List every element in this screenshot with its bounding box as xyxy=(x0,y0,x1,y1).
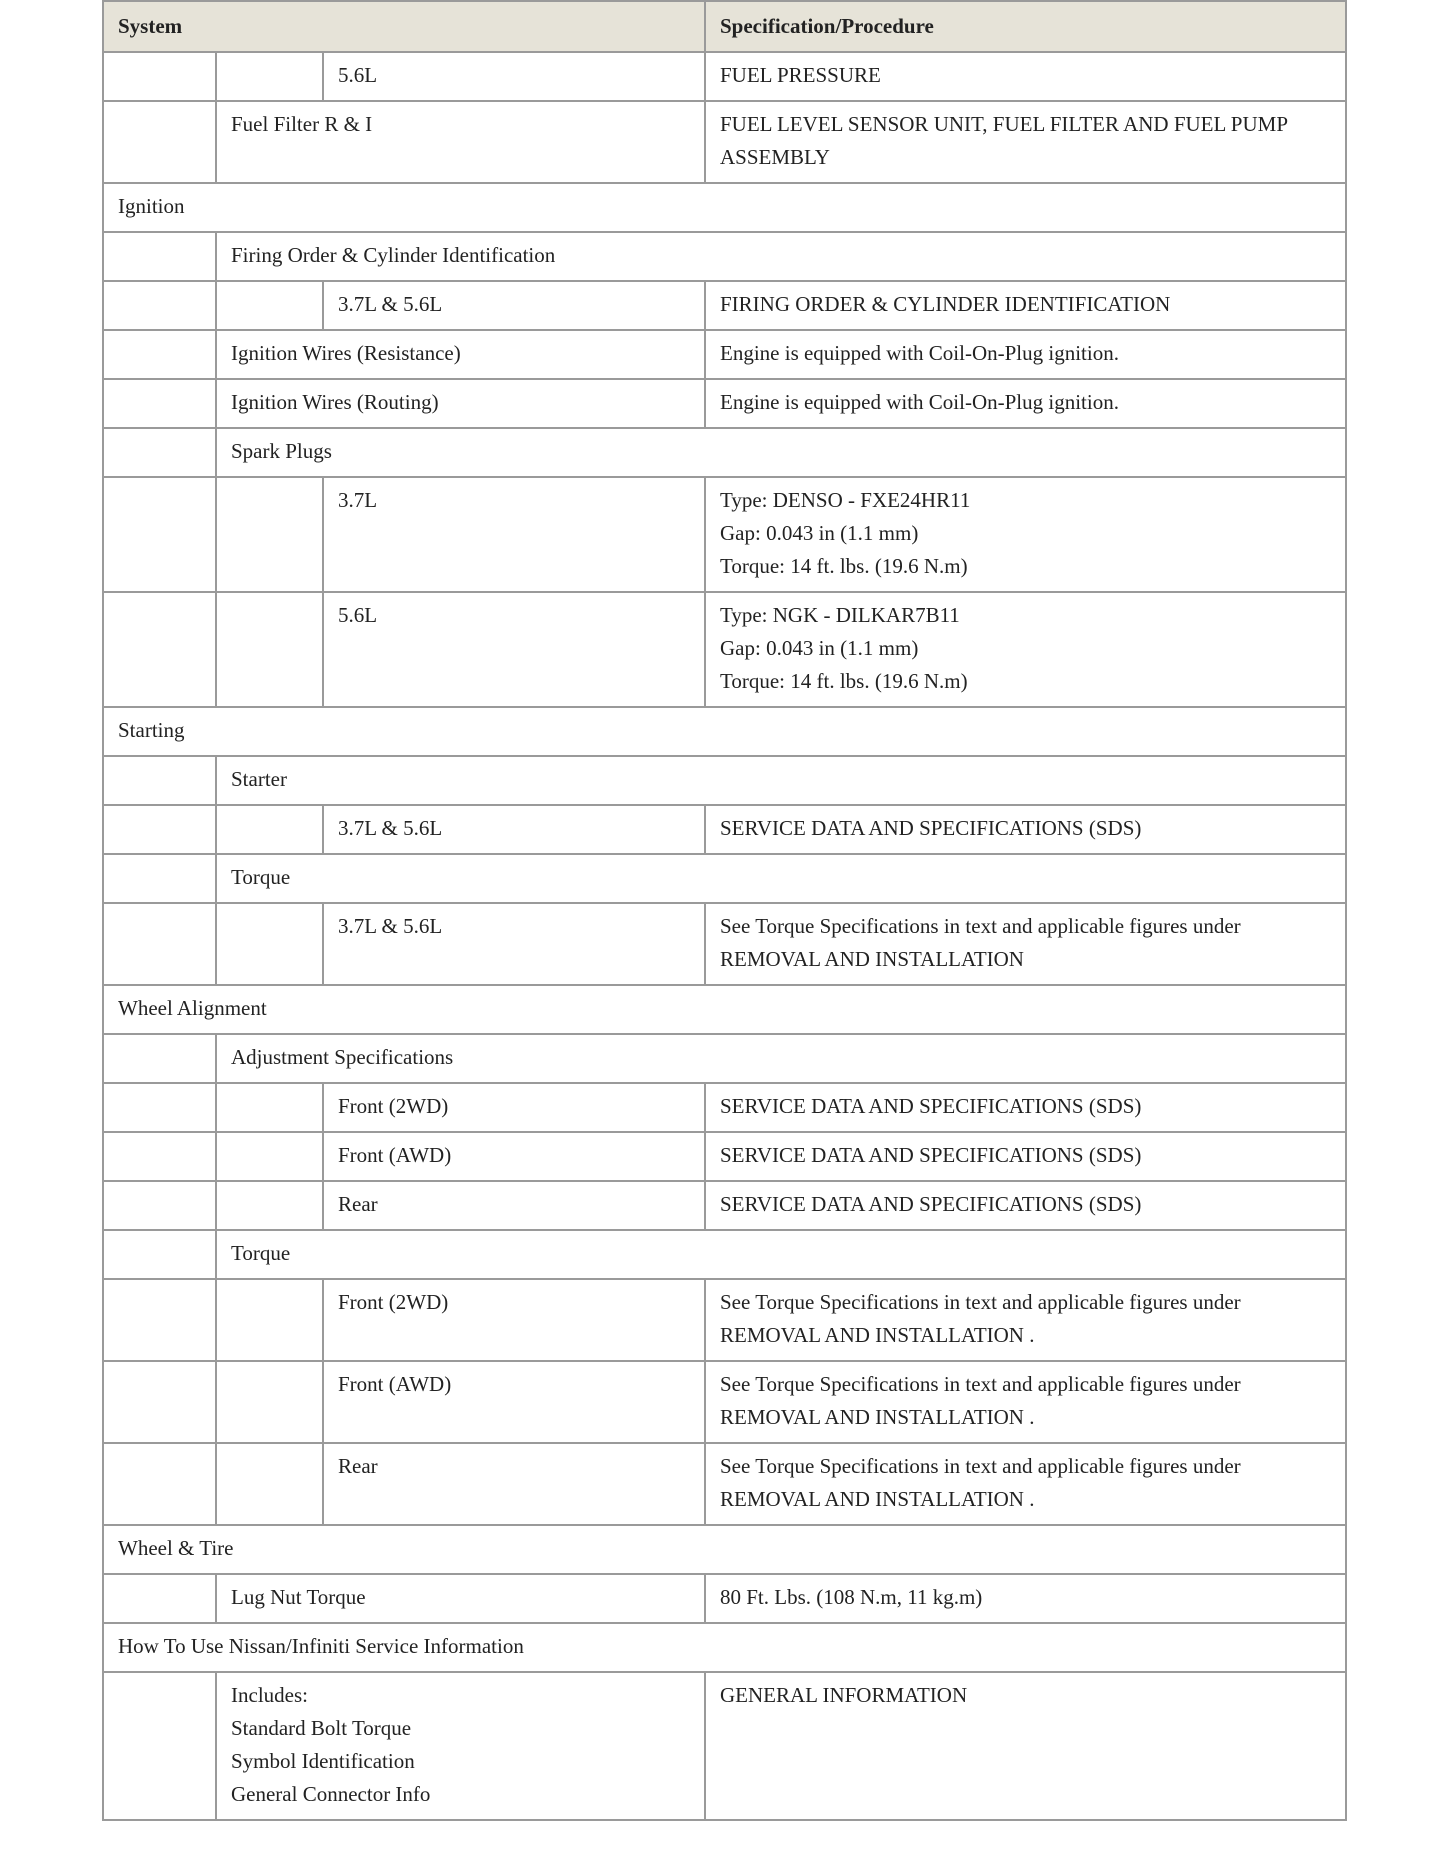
table-row xyxy=(103,854,1346,903)
indent-cell xyxy=(103,854,216,903)
indent-cell xyxy=(103,805,216,854)
cell-line: REMOVAL AND INSTALLATION . xyxy=(720,1323,1035,1347)
cell-line: REMOVAL AND INSTALLATION . xyxy=(720,1487,1035,1511)
indent-cell xyxy=(103,101,216,183)
header-specification: Specification/Procedure xyxy=(705,1,1346,52)
cell-line: Type: DENSO - FXE24HR11 xyxy=(720,488,971,512)
indent-cell xyxy=(103,330,216,379)
table-row xyxy=(103,330,1346,379)
indent-cell xyxy=(103,52,216,101)
cell-line: SERVICE DATA AND SPECIFICATIONS (SDS) xyxy=(720,1143,1142,1167)
table-row xyxy=(103,1672,1346,1820)
indent-cell xyxy=(216,1361,323,1443)
specification-cell xyxy=(705,1361,1346,1443)
indent-cell xyxy=(103,428,216,477)
cell-line: REMOVAL AND INSTALLATION . xyxy=(720,1405,1035,1429)
indent-cell xyxy=(216,592,323,707)
indent-cell xyxy=(216,281,323,330)
table-row xyxy=(103,1525,1346,1574)
indent-cell xyxy=(103,1361,216,1443)
cell-line: SERVICE DATA AND SPECIFICATIONS (SDS) xyxy=(720,1094,1142,1118)
variant-label: Front (2WD) xyxy=(323,1083,705,1132)
specification-cell xyxy=(705,101,1346,183)
table-row xyxy=(103,1443,1346,1525)
variant-label: Front (AWD) xyxy=(323,1132,705,1181)
cell-line: Type: NGK - DILKAR7B11 xyxy=(720,603,960,627)
table-row xyxy=(103,232,1346,281)
cell-line: GENERAL INFORMATION xyxy=(720,1683,968,1707)
table-header-row xyxy=(103,1,1346,52)
subsystem-label: Firing Order & Cylinder Identification xyxy=(216,232,1346,281)
indent-cell xyxy=(216,1181,323,1230)
subsystem-label: Torque xyxy=(216,854,1346,903)
specification-cell xyxy=(705,1083,1346,1132)
table-row xyxy=(103,756,1346,805)
indent-cell xyxy=(216,1279,323,1361)
variant-label: 5.6L xyxy=(323,592,705,707)
table-row xyxy=(103,707,1346,756)
subsystem-label: Adjustment Specifications xyxy=(216,1034,1346,1083)
indent-cell xyxy=(103,1574,216,1623)
indent-cell xyxy=(216,903,323,985)
subsystem-label: Torque xyxy=(216,1230,1346,1279)
cell-line: Symbol Identification xyxy=(231,1749,415,1773)
table-body xyxy=(103,52,1346,1820)
indent-cell xyxy=(216,477,323,592)
indent-cell xyxy=(103,1230,216,1279)
cell-line: Torque: 14 ft. lbs. (19.6 N.m) xyxy=(720,554,968,578)
table-row xyxy=(103,52,1346,101)
cell-line: Gap: 0.043 in (1.1 mm) xyxy=(720,636,919,660)
variant-label: 3.7L & 5.6L xyxy=(323,903,705,985)
cell-line: See Torque Specifications in text and applicable figures under xyxy=(720,1454,1241,1478)
indent-cell xyxy=(103,1443,216,1525)
indent-cell xyxy=(103,477,216,592)
cell-line: See Torque Specifications in text and applicable figures under xyxy=(720,1290,1241,1314)
specification-cell xyxy=(705,1672,1346,1820)
indent-cell xyxy=(103,1083,216,1132)
subsystem-label xyxy=(216,1672,705,1820)
cell-line: Includes: xyxy=(231,1683,308,1707)
table-row xyxy=(103,281,1346,330)
indent-cell xyxy=(103,232,216,281)
specification-cell xyxy=(705,330,1346,379)
cell-line: REMOVAL AND INSTALLATION xyxy=(720,947,1024,971)
table-row xyxy=(103,1623,1346,1672)
cell-line: ASSEMBLY xyxy=(720,145,830,169)
table-row xyxy=(103,985,1346,1034)
specification-cell xyxy=(705,1279,1346,1361)
variant-label: Rear xyxy=(323,1443,705,1525)
indent-cell xyxy=(103,756,216,805)
specification-cell xyxy=(705,903,1346,985)
indent-cell xyxy=(103,592,216,707)
variant-label: Front (AWD) xyxy=(323,1361,705,1443)
subsystem-label: Fuel Filter R & I xyxy=(216,101,705,183)
specification-cell xyxy=(705,52,1346,101)
variant-label: 3.7L & 5.6L xyxy=(323,281,705,330)
cell-line: Engine is equipped with Coil-On-Plug ignition. xyxy=(720,390,1119,414)
specification-cell xyxy=(705,1574,1346,1623)
indent-cell xyxy=(103,1034,216,1083)
specification-table xyxy=(102,0,1347,1821)
variant-label: 5.6L xyxy=(323,52,705,101)
specification-cell xyxy=(705,379,1346,428)
specification-cell xyxy=(705,477,1346,592)
system-section-label: How To Use Nissan/Infiniti Service Information xyxy=(103,1623,1346,1672)
table-row xyxy=(103,1181,1346,1230)
table-row xyxy=(103,379,1346,428)
variant-label: 3.7L & 5.6L xyxy=(323,805,705,854)
indent-cell xyxy=(216,52,323,101)
table-row xyxy=(103,1361,1346,1443)
indent-cell xyxy=(103,379,216,428)
table-row xyxy=(103,592,1346,707)
cell-line: FUEL LEVEL SENSOR UNIT, FUEL FILTER AND FUEL PUMP xyxy=(720,112,1288,136)
subsystem-label: Spark Plugs xyxy=(216,428,1346,477)
cell-line: Engine is equipped with Coil-On-Plug ignition. xyxy=(720,341,1119,365)
table-row xyxy=(103,183,1346,232)
cell-line: Torque: 14 ft. lbs. (19.6 N.m) xyxy=(720,669,968,693)
table-row xyxy=(103,1230,1346,1279)
table-row xyxy=(103,1279,1346,1361)
specification-cell xyxy=(705,592,1346,707)
indent-cell xyxy=(216,805,323,854)
indent-cell xyxy=(103,1279,216,1361)
indent-cell xyxy=(103,281,216,330)
specification-cell xyxy=(705,1443,1346,1525)
table-row xyxy=(103,1132,1346,1181)
table-row xyxy=(103,805,1346,854)
specification-cell xyxy=(705,805,1346,854)
indent-cell xyxy=(216,1083,323,1132)
system-section-label: Ignition xyxy=(103,183,1346,232)
variant-label: 3.7L xyxy=(323,477,705,592)
specification-cell xyxy=(705,281,1346,330)
cell-line: FIRING ORDER & CYLINDER IDENTIFICATION xyxy=(720,292,1171,316)
indent-cell xyxy=(103,903,216,985)
indent-cell xyxy=(103,1181,216,1230)
specification-cell xyxy=(705,1181,1346,1230)
table-row xyxy=(103,477,1346,592)
table-row xyxy=(103,1574,1346,1623)
indent-cell xyxy=(216,1443,323,1525)
cell-line: Gap: 0.043 in (1.1 mm) xyxy=(720,521,919,545)
system-section-label: Starting xyxy=(103,707,1346,756)
cell-line: See Torque Specifications in text and applicable figures under xyxy=(720,1372,1241,1396)
cell-line: General Connector Info xyxy=(231,1782,431,1806)
table-row xyxy=(103,1083,1346,1132)
specification-cell xyxy=(705,1132,1346,1181)
table-row xyxy=(103,903,1346,985)
subsystem-label: Lug Nut Torque xyxy=(216,1574,705,1623)
cell-line: Standard Bolt Torque xyxy=(231,1716,412,1740)
subsystem-label: Ignition Wires (Resistance) xyxy=(216,330,705,379)
variant-label: Front (2WD) xyxy=(323,1279,705,1361)
system-section-label: Wheel & Tire xyxy=(103,1525,1346,1574)
cell-line: FUEL PRESSURE xyxy=(720,63,881,87)
indent-cell xyxy=(103,1132,216,1181)
table-row xyxy=(103,1034,1346,1083)
cell-line: SERVICE DATA AND SPECIFICATIONS (SDS) xyxy=(720,1192,1142,1216)
system-section-label: Wheel Alignment xyxy=(103,985,1346,1034)
subsystem-label: Ignition Wires (Routing) xyxy=(216,379,705,428)
table-row xyxy=(103,101,1346,183)
indent-cell xyxy=(216,1132,323,1181)
subsystem-label: Starter xyxy=(216,756,1346,805)
table-row xyxy=(103,428,1346,477)
cell-line: 80 Ft. Lbs. (108 N.m, 11 kg.m) xyxy=(720,1585,983,1609)
variant-label: Rear xyxy=(323,1181,705,1230)
cell-line: SERVICE DATA AND SPECIFICATIONS (SDS) xyxy=(720,816,1142,840)
header-system: System xyxy=(103,1,705,52)
indent-cell xyxy=(103,1672,216,1820)
cell-line: See Torque Specifications in text and applicable figures under xyxy=(720,914,1241,938)
